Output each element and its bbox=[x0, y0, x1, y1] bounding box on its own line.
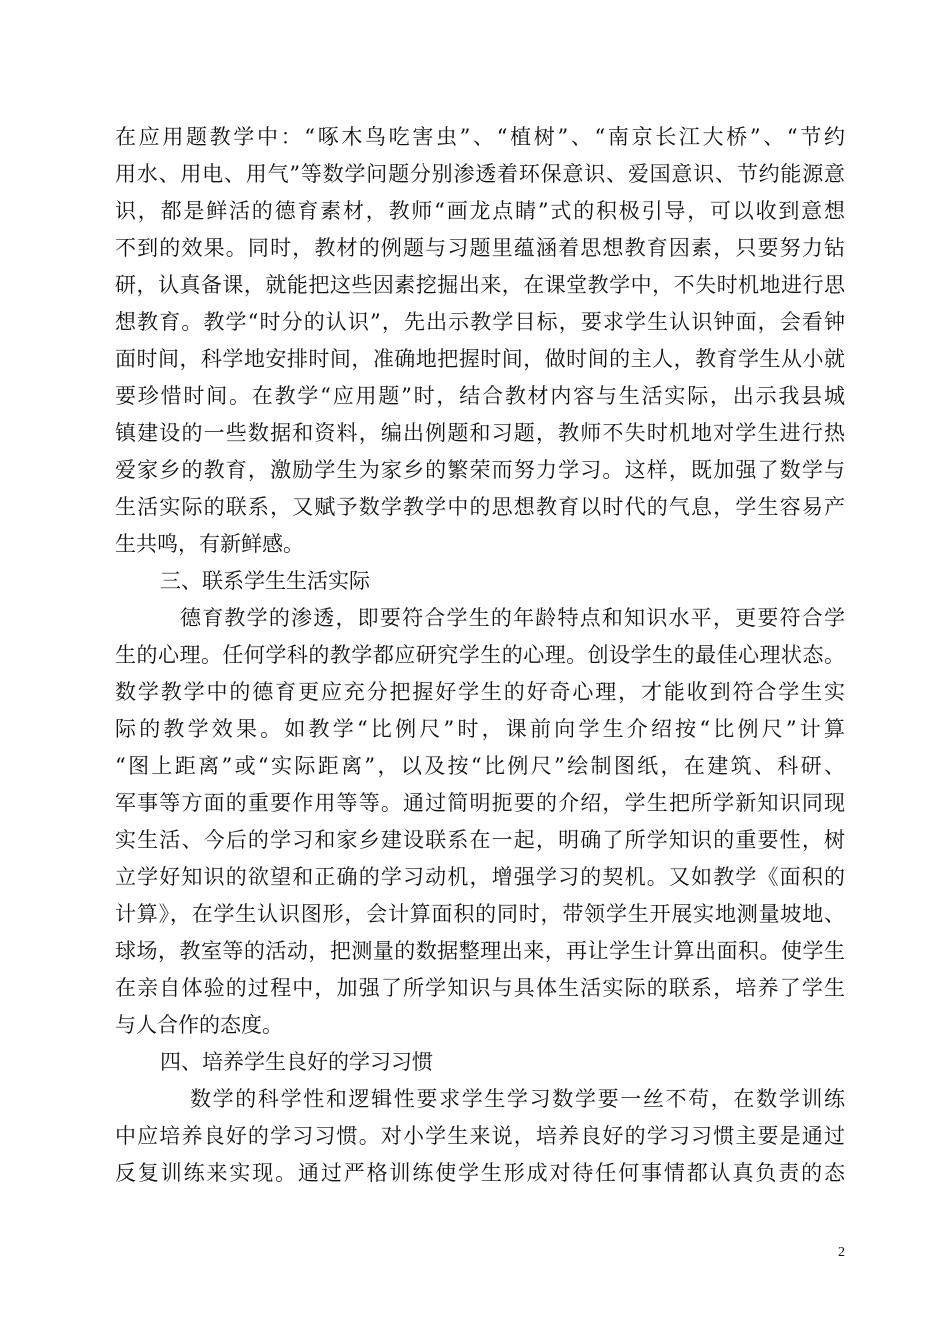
body-line: 军事等方面的重要作用等等。通过简明扼要的介绍，学生把所学新知识同现 bbox=[115, 791, 845, 815]
body-line: 不到的效果。同时，教材的例题与习题里蕴涵着思想教育因素，只要努力钻 bbox=[115, 236, 845, 260]
section-heading-4: 四、培养学生良好的学习习惯 bbox=[160, 1050, 433, 1074]
body-line: 计算》，在学生认识图形，会计算面积的同时，带领学生开展实地测量坡地、 bbox=[115, 902, 845, 926]
body-line: 识，都是鲜活的德育素材，教师“画龙点睛”式的积极引导，可以收到意想 bbox=[115, 199, 845, 223]
body-line: 研，认真备课，就能把这些因素挖掘出来，在课堂教学中，不失时机地进行思 bbox=[115, 273, 845, 297]
page-number: 2 bbox=[838, 1245, 845, 1260]
body-line: “图上距离”或“实际距离”，以及按“比例尺”绘制图纸，在建筑、科研、 bbox=[115, 754, 845, 778]
body-line: 在应用题教学中：“啄木鸟吃害虫”、“植树”、“南京长江大桥”、“节约 bbox=[115, 125, 845, 149]
body-line: 德育教学的渗透，即要符合学生的年龄特点和知识水平，更要符合学 bbox=[180, 606, 845, 630]
body-line: 立学好知识的欲望和正确的学习动机，增强学习的契机。又如教学《面积的 bbox=[115, 865, 845, 889]
body-line: 想教育。教学“时分的认识”，先出示教学目标，要求学生认识钟面，会看钟 bbox=[115, 310, 845, 334]
body-line: 镇建设的一些数据和资料，编出例题和习题，教师不失时机地对学生进行热 bbox=[115, 421, 845, 445]
body-line: 实生活、今后的学习和家乡建设联系在一起，明确了所学知识的重要性，树 bbox=[115, 828, 845, 852]
body-line: 用水、用电、用气”等数学问题分别渗透着环保意识、爱国意识、节约能源意 bbox=[115, 162, 845, 186]
body-line: 与人合作的态度。 bbox=[115, 1013, 283, 1037]
body-line: 爱家乡的教育，激励学生为家乡的繁荣而努力学习。这样，既加强了数学与 bbox=[115, 458, 845, 482]
body-line: 际的教学效果。如教学“比例尺”时，课前向学生介绍按“比例尺”计算 bbox=[115, 717, 845, 741]
body-line: 生活实际的联系，又赋予数学教学中的思想教育以时代的气息，学生容易产 bbox=[115, 495, 845, 519]
body-line: 数学的科学性和逻辑性要求学生学习数学要一丝不苟，在数学训练 bbox=[190, 1087, 845, 1111]
body-line: 生共鸣，有新鲜感。 bbox=[115, 532, 304, 556]
section-heading-3: 三、联系学生生活实际 bbox=[160, 569, 370, 593]
body-line: 在亲自体验的过程中，加强了所学知识与具体生活实际的联系，培养了学生 bbox=[115, 976, 845, 1000]
body-line: 中应培养良好的学习习惯。对小学生来说，培养良好的学习习惯主要是通过 bbox=[115, 1124, 845, 1148]
body-line: 生的心理。任何学科的教学都应研究学生的心理。创设学生的最佳心理状态。 bbox=[115, 643, 845, 667]
body-line: 要珍惜时间。在教学“应用题”时，结合教材内容与生活实际，出示我县城 bbox=[115, 384, 845, 408]
body-line: 数学教学中的德育更应充分把握好学生的好奇心理，才能收到符合学生实 bbox=[115, 680, 845, 704]
body-line: 球场，教室等的活动，把测量的数据整理出来，再让学生计算出面积。使学生 bbox=[115, 939, 845, 963]
body-line: 面时间，科学地安排时间，准确地把握时间，做时间的主人，教育学生从小就 bbox=[115, 347, 845, 371]
body-line: 反复训练来实现。通过严格训练使学生形成对待任何事情都认真负责的态 bbox=[115, 1161, 845, 1185]
